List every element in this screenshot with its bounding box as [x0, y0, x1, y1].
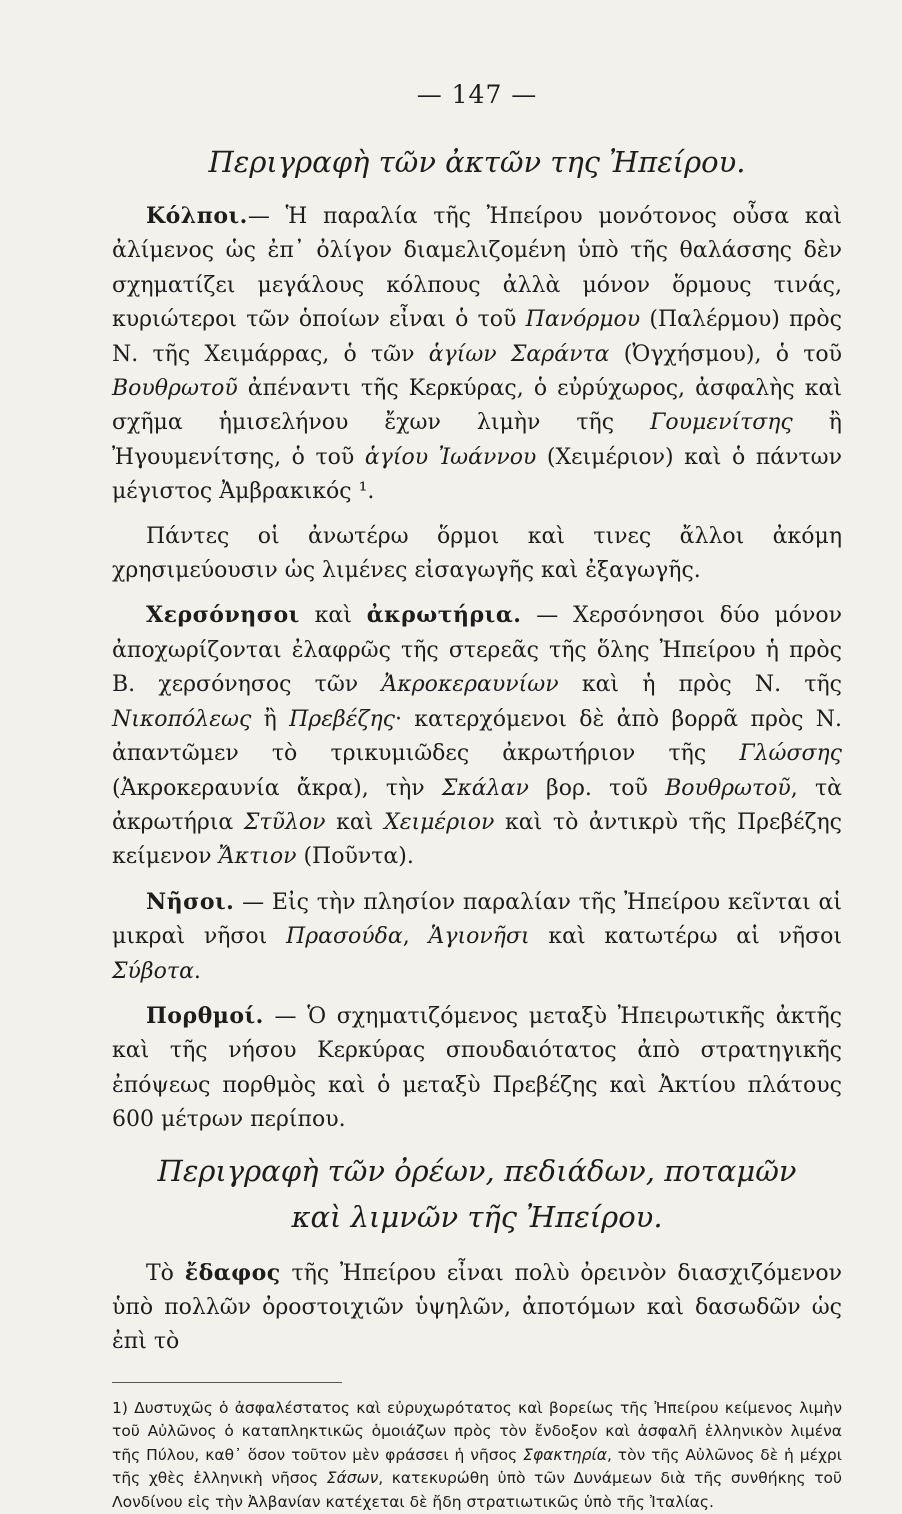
footnote-divider: [112, 1382, 342, 1383]
paragraph-gulfs: Κόλποι.— Ἡ παραλία τῆς Ἠπείρου μονότονος οὖσα καὶ ἀλίμενος ὡς ἐπ᾽ ὀλίγον διαμελιζομένη ὑπὸ τῆς θαλάσσης δὲν σχηματίζει μεγάλους κόλπους ἀλλὰ μόνον ὅρμους τινάς, κυριώτεροι τῶν ὁποίων εἶναι ὁ τοῦ Πανόρμου (Παλέρμου) πρὸς Ν. τῆς Χειμάρρας, ὁ τῶν ἁγίων Σαράντα (Ὀγχήσμου), ὁ τοῦ Βουθρωτοῦ ἀπέναντι τῆς Κερκύρας, ὁ εὐρύχωρος, ἀσφαλὴς καὶ σχῆμα ἡμισελήνου ἔχων λιμὴν τῆς Γουμενίτσης ἢ Ἠγουμενίτσης, ὁ τοῦ ἁγίου Ἰωάννου (Χειμέριον) καὶ ὁ πάντων μέγιστος Ἀμβρακικός ¹.: [112, 203, 842, 505]
section-heading-terrain-line1: Περιγραφὴ τῶν ὀρέων, πεδιάδων, ποταμῶν: [157, 1153, 797, 1188]
islands-lead: Νῆσοι.: [146, 888, 235, 915]
paragraph-peninsulas: Χερσόνησοι καὶ ἀκρωτήρια. — Χερσόνησοι δύο μόνον ἀποχωρίζονται ἐλαφρῶς τῆς στερεᾶς τῆς ὅλης Ἠπείρου ἡ πρὸς Β. χερσόνησος τῶν Ἀκροκεραυνίων καὶ ἡ πρὸς Ν. τῆς Νικοπόλεως ἢ Πρεβέζης· κατερχόμενοι δὲ ἀπὸ βορρᾶ πρὸς Ν. ἀπαντῶμεν τὸ τρικυμιῶδες ἀκρωτήριον τῆς Γλώσσης (Ἀκροκεραυνία ἄκρα), τὴν Σκάλαν βορ. τοῦ Βουθρωτοῦ, τὰ ἀκρωτήρια Στῦλον καὶ Χειμέριον καὶ τὸ ἀντικρὺ τῆς Πρεβέζης κείμενον Ἄκτιον (Ποῦντα).: [112, 602, 843, 870]
paragraph-anchorages: Πάντες οἱ ἀνωτέρω ὅρμοι καὶ τινες ἄλλοι ἀκόμη χρησιμεύουσιν ὡς λιμένες εἰσαγωγῆς καὶ ἐξαγωγῆς.: [112, 523, 842, 584]
paragraph-straits: Πορθμοί. — Ὁ σχηματιζόμενος μεταξὺ Ἠπειρωτικῆς ἀκτῆς καὶ τῆς νήσου Κερκύρας σπουδαιότατος ἀπὸ στρατηγικῆς ἐπόψεως πορθμὸς καὶ ὁ μεταξὺ Πρεβέζης καὶ Ἀκτίου πλάτους 600 μέτρων περίπου.: [112, 1002, 842, 1133]
section-heading-coasts: Περιγραφὴ τῶν ἀκτῶν της Ἠπείρου.: [208, 145, 746, 179]
straits-lead: Πορθμοί.: [146, 1002, 264, 1029]
gulfs-lead: Κόλποι.: [146, 203, 248, 229]
peninsulas-lead: Χερσόνησοι: [146, 602, 300, 629]
section-heading-terrain-line2: καὶ λιμνῶν τῆς Ἠπείρου.: [291, 1199, 663, 1234]
paragraph-terrain: Τὸ ἔδαφος τῆς Ἠπείρου εἶναι πολὺ ὀρεινὸν διασχιζόμενον ὑπὸ πολλῶν ὀροστοιχιῶν ὑψηλῶν, ἀποτόμων καὶ δασωδῶν ὡς ἐπὶ τὸ: [112, 1259, 842, 1355]
paragraph-islands: Νῆσοι. — Εἰς τὴν πλησίον παραλίαν τῆς Ἠπείρου κεῖνται αἱ μικραὶ νῆσοι Πρασούδα, Ἁγιονῆσι καὶ κατωτέρω αἱ νῆσοι Σύβοτα.: [112, 888, 842, 984]
terrain-lead: ἔδαφος: [184, 1259, 281, 1286]
footnote: 1) Δυστυχῶς ὁ ἀσφαλέστατος καὶ εὐρυχωρότατος καὶ βορείως τῆς Ἠπείρου κείμενος λιμὴν τοῦ Αὐλῶνος ὁ καταπληκτικῶς ὁμοιάζων πρὸς τὸν ἔνδοξον καὶ ἀσφαλῆ ἑλληνικὸν λιμένα τῆς Πύλου, καθ᾽ ὅσον τοῦτον μὲν φράσσει ἡ νῆσος Σφακτηρία, τὸν τῆς Αὐλῶνος δὲ ἡ μέχρι τῆς χθὲς ἑλληνικὴ νῆσος Σάσων, κατεκυρώθη ὑπὸ τῶν Δυνάμεων διὰ τῆς συνθήκης τοῦ Λονδίνου εἰς τὴν Ἀλβανίαν κατέχεται δὲ ἤδη στρατιωτικῶς ὑπὸ τῆς Ἰταλίας.: [112, 1398, 842, 1511]
page-number: — 147 —: [416, 80, 538, 109]
section-heading-terrain: [112, 1148, 842, 1240]
